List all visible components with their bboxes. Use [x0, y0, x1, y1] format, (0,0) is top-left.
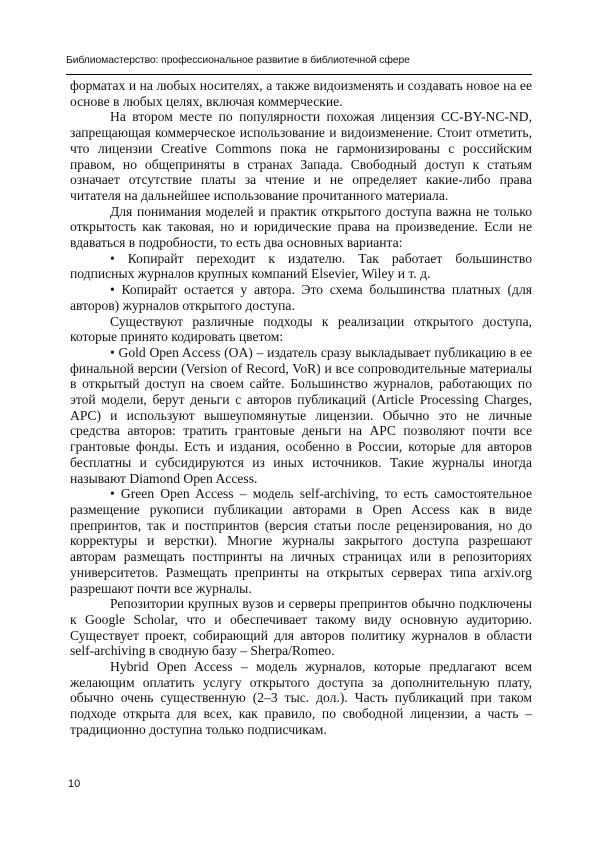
running-head: Библиомастерство: профессиональное развитие в библиотечной сфере: [66, 55, 410, 66]
paragraph-license: На втором месте по популярности похожая лицензия CC-BY-NC-ND, запрещающая коммерческое использование и видоизменение. Стоит отметить, что лицензии Creative Commons пока не гармонизированы с российским правом, но общеприняты в странах Запада. Свободный доступ к статьям означает отсутствие платы за чтение и не определяет какие-либо права читателя на дальнейшее использование прочитанного материала.: [70, 109, 532, 203]
paragraph-approaches: Существуют различные подходы к реализации открытого доступа, которые принято кодировать цветом:: [70, 313, 532, 345]
paragraph-rights: Для понимания моделей и практик открытого доступа важна не только открытость как таковая, но и юридические права на произведение. Если не вдаваться в подробности, то есть два основных варианта:: [70, 203, 532, 251]
header-rule: [66, 74, 532, 75]
list-item-copyright-author: • Копирайт остается у автора. Это схема большинства платных (для авторов) журналов открытого доступа.: [70, 282, 532, 313]
body-text: [70, 78, 532, 738]
paragraph-continuation: форматах и на любых носителях, а также видоизменять и создавать новое на ее основе в любых целях, включая коммерческие.: [70, 78, 532, 109]
list-item-green-oa: • Green Open Access – модель self-archiving, то есть самостоятельное размещение рукописи публикации авторами в Open Access как в виде препринтов, так и постпринтов (версия статьи после рецензирования, но до корректуры и верстки). Многие журналы закрытого доступа разрешают авторам размещать постпринты на личных страницах или в репозиториях университетов. Размещать препринты на открытых серверах типа arxiv.org разрешают почти все журналы.: [70, 486, 532, 596]
paragraph-hybrid-oa: Hybrid Open Access – модель журналов, которые предлагают всем желающим оплатить услугу открытого доступа за дополнительную плату, обычно очень существенную (2–3 тыс. дол.). Часть публикаций при таком подходе открыта для всех, как правило, по свободной лицензии, а часть – традиционно доступна только подписчикам.: [70, 659, 532, 737]
paragraph-repositories: Репозитории крупных вузов и серверы препринтов обычно подключены к Google Scholar, что и обеспечивает такому виду основную аудиторию. Существует проект, собирающий для авторов политику журналов в области self-archiving в сводную базу – Sherpa/Romeo.: [70, 596, 532, 659]
page-number: 10: [68, 778, 81, 790]
list-item-gold-oa: • Gold Open Access (OA) – издатель сразу выкладывает публикацию в ее финальной версии (Version of Record, VoR) и все сопроводительные материалы в открытый доступ на своем сайте. Большинство журналов, работающих по этой модели, берут деньги с авторов публикаций (Article Processing Charges, APC) и используют вышеупомянутые лицензии. Обычно это не личные средства авторов: тратить грантовые деньги на APC позволяют почти все грантовые фонды. Есть и издания, особенно в России, которые для авторов бесплатны и субсидируются из иных источников. Такие журналы иногда называют Diamond Open Access.: [70, 344, 532, 486]
list-item-copyright-publisher: • Копирайт переходит к издателю. Так работает большинство подписных журналов крупных компаний Elsevier, Wiley и т. д.: [70, 250, 532, 282]
